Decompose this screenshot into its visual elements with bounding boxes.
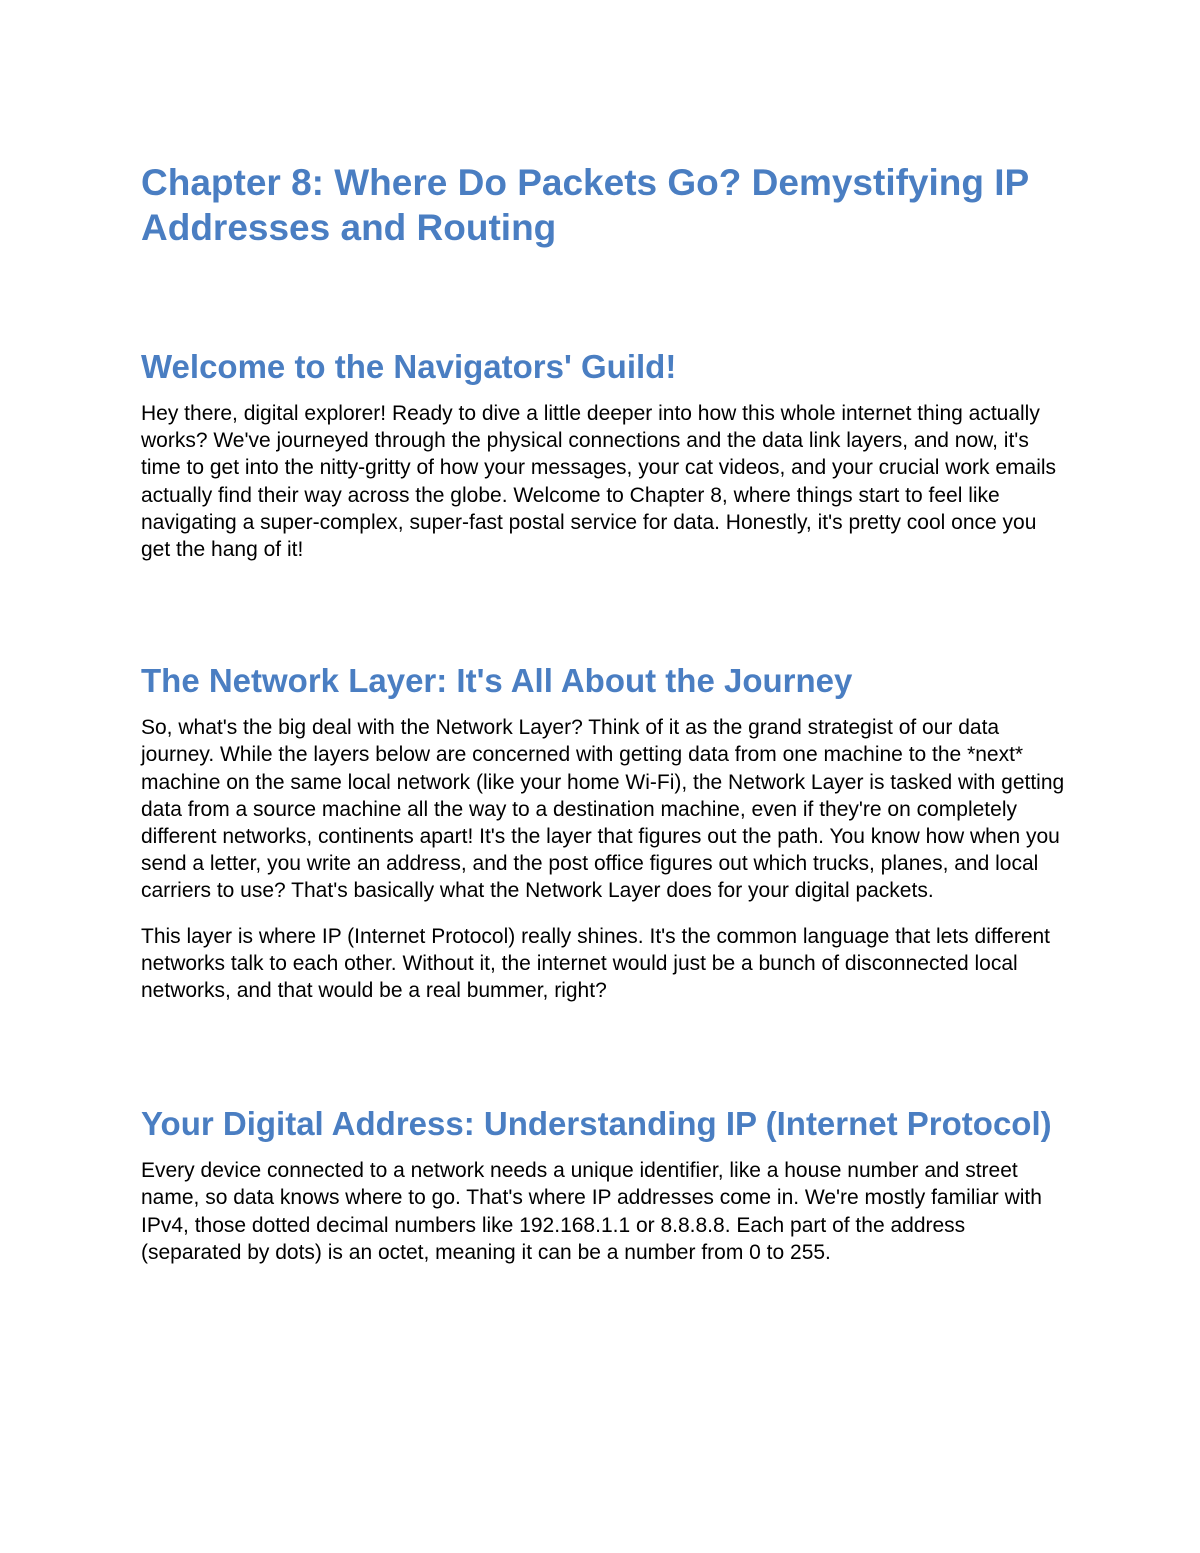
section-paragraph: Hey there, digital explorer! Ready to dive a little deeper into how this whole internet thing actually works? We've journeyed through the physical connections and the data link layers, and now, it's time to get into the nitty-gritty of how your messages, your cat videos, and your crucial work emails actually find their way across the globe. Welcome to Chapter 8, where things start to feel like navigating a super-complex, super-fast postal service for data. Honestly, it's pretty cool once you get the hang of it! [141,402,1057,562]
section-paragraph: So, what's the big deal with the Network Layer? Think of it as the grand strategist of our data journey. While the layers below are concerned with getting data from one machine to the *next* machine on the same local network (like your home Wi-Fi), the Network Layer is tasked with getting data from a source machine all the way to a destination machine, even if they're on completely different networks, continents apart! It's the layer that figures out the path. You know how when you send a letter, you write an address, and the post office figures out which trucks, planes, and local carriers to use? That's basically what the Network Layer does for your digital packets. [141,716,1065,903]
chapter-title: Chapter 8: Where Do Packets Go? Demystifying IP Addresses and Routing [141,162,1029,248]
document-page [141,160,1066,1266]
section-paragraph: This layer is where IP (Internet Protocol) really shines. It's the common language that lets different networks talk to each other. Without it, the internet would just be a bunch of disconnected local networks, and that would be a real bummer, right? [141,924,1051,1003]
section-heading-welcome: Welcome to the Navigators' Guild! [141,348,677,385]
section-paragraph: Every device connected to a network needs a unique identifier, like a house number and street name, so data knows where to go. That's where IP addresses come in. We're mostly familiar with IPv4, those dotted decimal numbers like 192.168.1.1 or 8.8.8.8. Each part of the address (separated by dots) is an octet, meaning it can be a number from 0 to 255. [141,1159,1042,1264]
section-heading-digital-address: Your Digital Address: Understanding IP (Internet Protocol) [141,1105,1052,1143]
section-heading-network-layer: The Network Layer: It's All About the Journey [141,662,853,700]
